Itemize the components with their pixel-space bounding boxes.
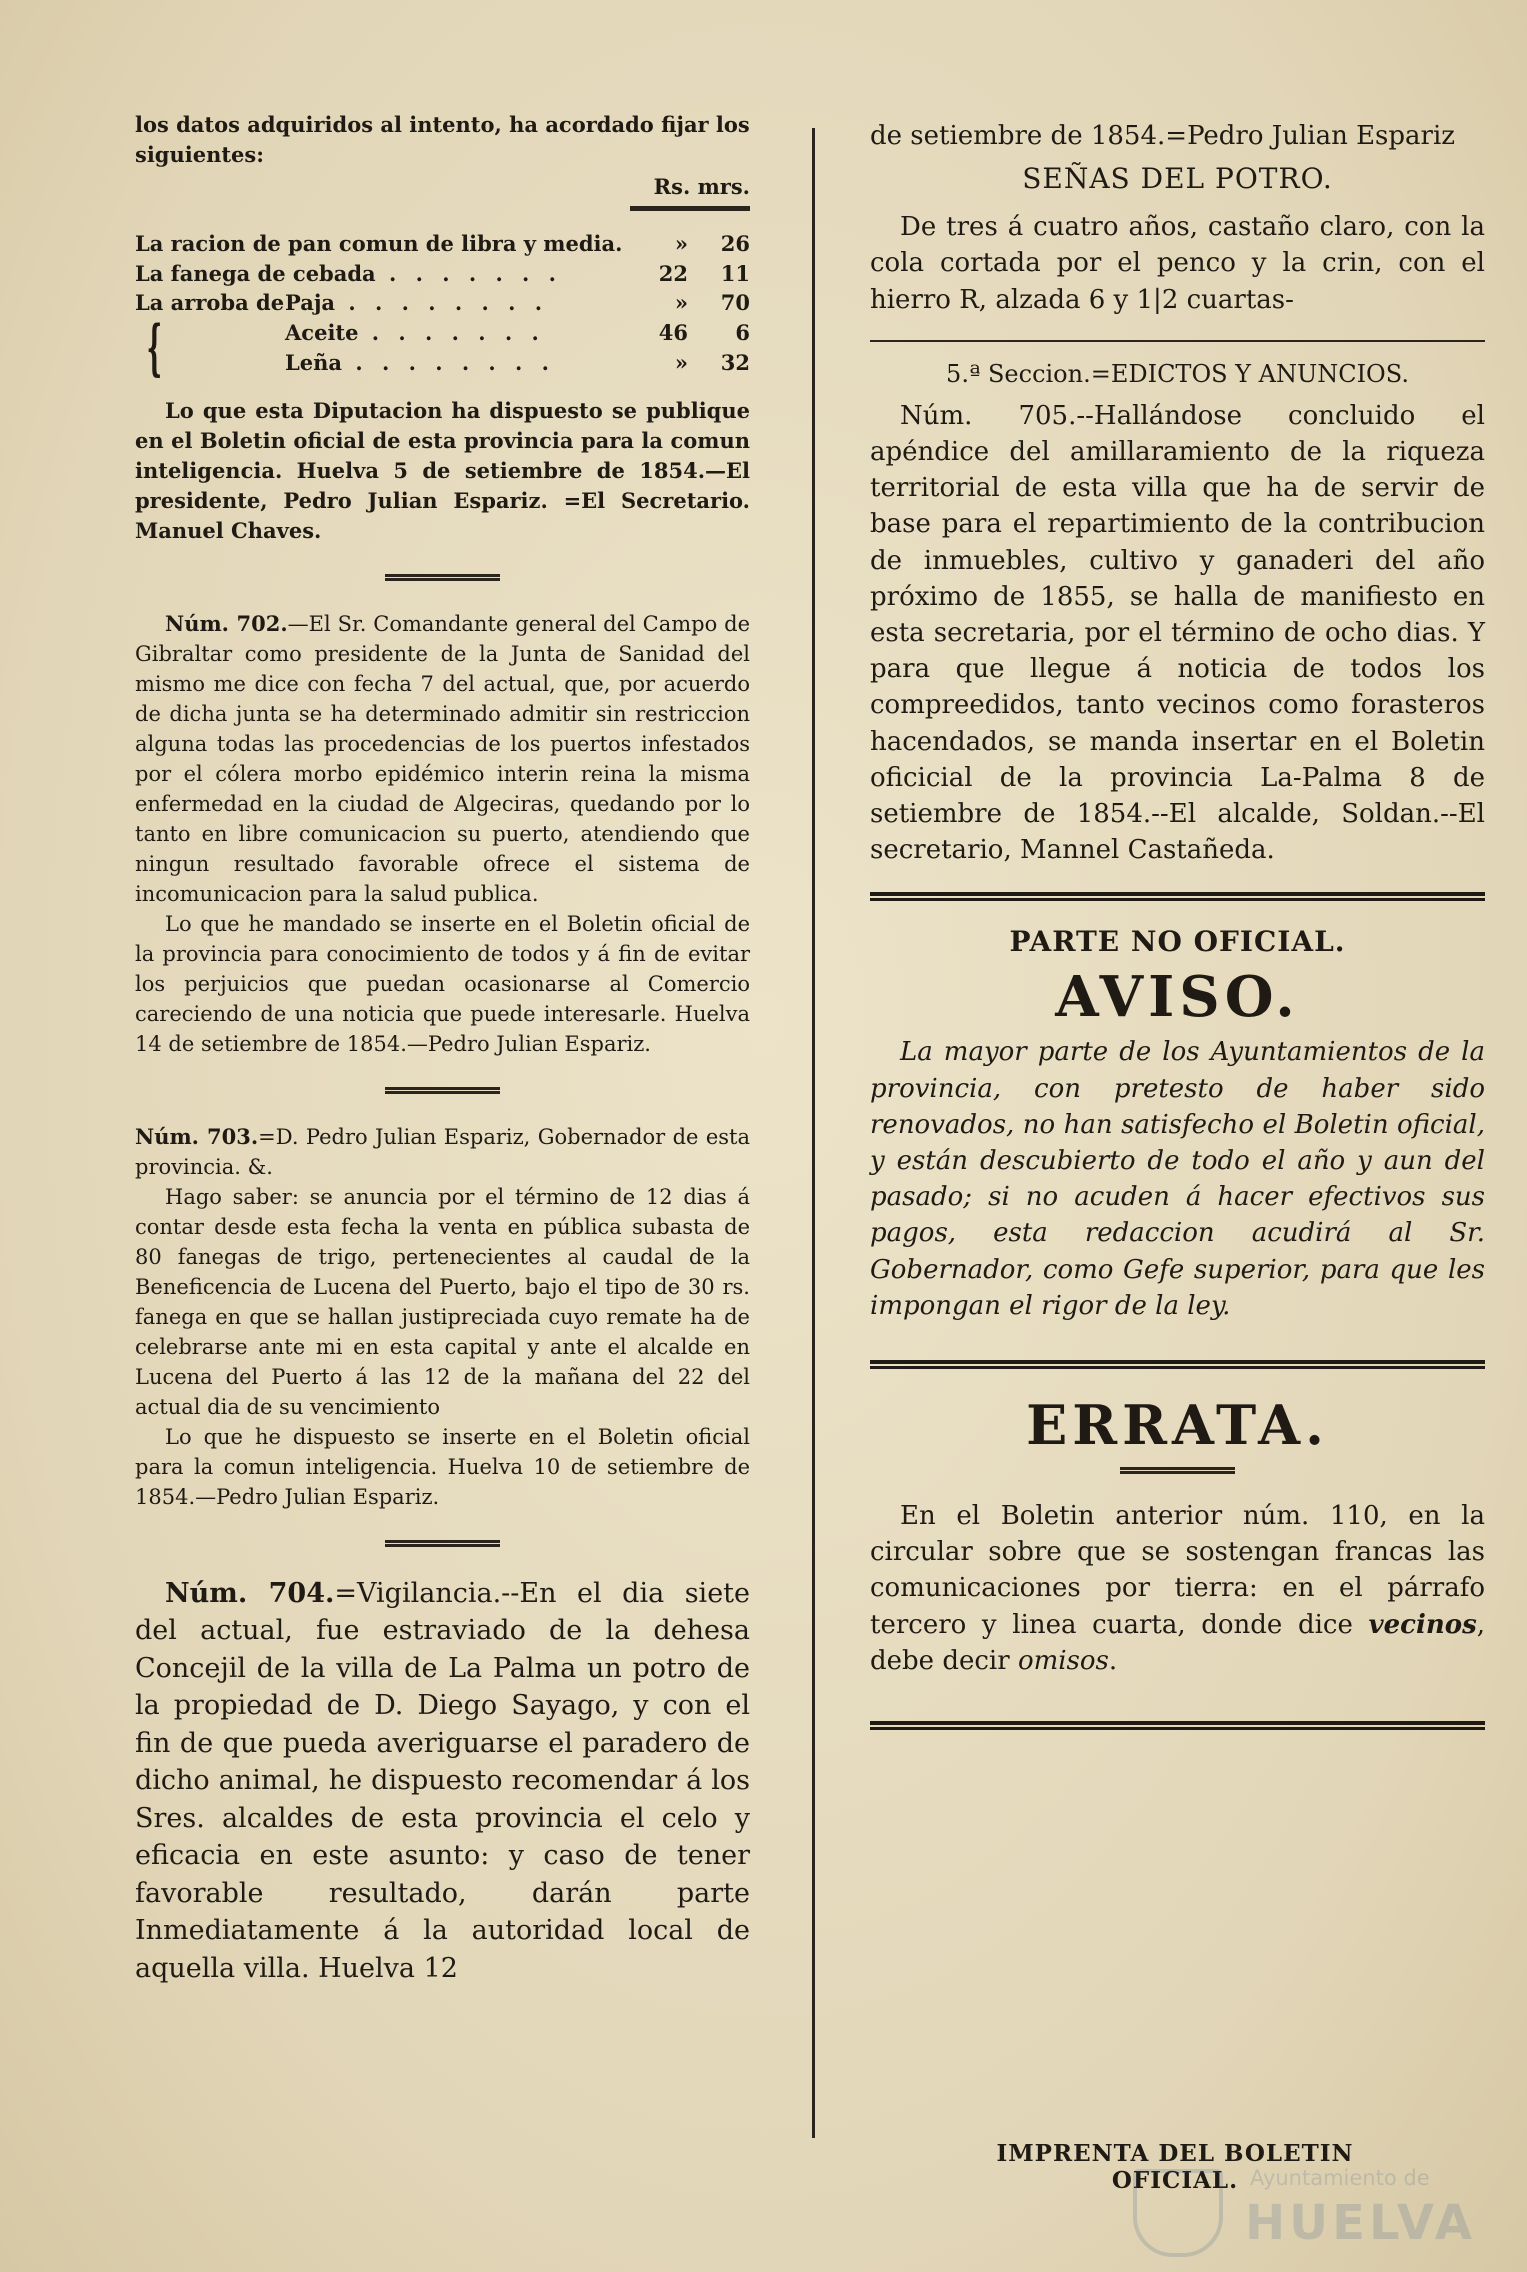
section-divider [385,574,500,581]
arroba-label-text: La arroba de [135,290,285,316]
tariff-mrs: 6 [735,320,750,346]
arroba-item-label: Leña [285,349,343,375]
notice-705 [870,398,1485,869]
potro-heading: SEÑAS DEL POTRO. [1022,162,1333,196]
watermark-stamp [1125,2165,1476,2260]
tariff-label: Leña . . . . . . . . [285,349,555,375]
notice-body: --Hallándose concluido el apéndice del amillaramiento de la riqueza territorial de esta villa que ha de servir de base para el repartimiento de la contribucion de inmuebles, cultivo y ganaderi del año próximo de 1855, se halla de manifiesto en esta secretaria, por el término de ocho dias. Y para que llegue á noticia de todos los compreedidos, tanto vecinos como forasteros hacendados, se manda insertar en el Boletin oficicial de la provincia La-Palma 8 de setiembre de 1854.--El alcalde, Soldan.--El secretario, Mannel Castañeda. [870,400,1485,866]
units-underline [630,206,750,211]
errata-word: vecinos [1368,1609,1477,1640]
notice-number: Núm. 704. [165,1577,335,1609]
tariff-table [135,229,750,383]
notice-703-head [135,1122,750,1182]
tariff-label: Aceite . . . . . . . [285,320,545,346]
tariff-rs: » [674,290,688,316]
table-row [135,288,750,318]
parte-heading: PARTE NO OFICIAL. [1009,925,1346,959]
intro-line-1: los datos adquiridos al intento, ha acordado fijar los [135,112,750,137]
section-divider [870,1360,1485,1369]
tariff-rs: » [674,231,688,256]
brace-icon: { [146,312,163,383]
notice-number: Núm. 705. [900,400,1077,431]
stamp-city: HUELVA [1245,2195,1476,2251]
errata-text-part: . [1108,1645,1118,1676]
notice-704 [135,1575,750,1988]
notice-704-continuation: de setiembre de 1854.=Pedro Julian Espariz [870,121,1455,151]
arroba-label [135,288,285,383]
tariff-label: La racion de pan comun de libra y media. [135,231,623,256]
notice-703: Hago saber: se anuncia por el término de 12 dias á contar desde esta fecha la venta en pública subasta de 80 fanegas de trigo, pertenecientes al caudal de la Beneficencia de Lucena del Puerto, bajo el tipo de 30 rs. fanega en que se hallan justipreciada cuyo remate ha de celebrarse ante mi en esta capital y ante el alcalde en Lucena del Puerto á las 12 de la mañana del 22 del actual dia de su vencimiento [135,1184,750,1419]
notice-heading: =D. Pedro Julian Espariz, Gobernador de esta provincia. &. [135,1124,751,1179]
aviso-heading: AVISO. [1055,964,1300,1031]
notice-body: =Vigilancia.--En el dia siete del actual, fue estraviado de la dehesa Concejil de la villa de La Palma un potro de la propiedad de D. Diego Sayago, y con el fin de que pueda averiguarse el paradero de dicho animal, he dispuesto recomendar á los Sres. alcaldes de esta provincia el celo y eficacia en este asunto: y caso de tener favorable resultado, darán parte Inmediatamente á la autoridad local de aquella villa. Huelva 12 [135,1577,750,1984]
errata-text-part: En el Boletin anterior núm. 110, en la circular sobre que se sostengan francas las comunicaciones por tierra: en el párrafo tercero y linea cuarta, donde dice [870,1501,1485,1640]
notice-702-closing: Lo que he mandado se inserte en el Boletin oficial de la provincia para conocimiento de todos y á fin de evitar los perjuicios que puedan ocasionarse al Comercio careciendo de una noticia que puede interesarle. Huelva 14 de setiembre de 1854.—Pedro Julian Espariz. [135,911,750,1056]
table-row [135,229,750,259]
notice-702 [135,609,750,909]
stamp-town: Ayuntamiento de [1250,2166,1430,2190]
arroba-item-label: Paja [285,290,336,316]
table-row [135,259,750,289]
tariff-rs: 22 [658,260,688,286]
crest-icon [1133,2169,1223,2257]
arroba-item-label: Aceite [285,320,359,346]
tariff-label: Paja . . . . . . . . [285,290,549,316]
errata-text [870,1498,1485,1679]
left-column [135,110,750,1987]
intro-line-2: siguientes: [135,142,264,167]
errata-text-part: , debe decir [870,1609,1485,1676]
section-divider [385,1540,500,1547]
notice-703-closing: Lo que he dispuesto se inserte en el Boletin oficial para la comun inteligencia. Huelva 10 de setiembre de 1854.—Pedro Julian Espariz. [135,1424,750,1509]
section-divider [870,1721,1485,1730]
right-column [870,118,1485,1754]
tariff-rs: » [674,349,688,375]
tariff-label: La fanega de cebada . . . . . . . [135,260,562,286]
section-divider [870,892,1485,901]
potro-description: De tres á cuatro años, castaño claro, con la cola cortada por el penco y la crin, con el hierro R, alzada 6 y 1|2 cuartas- [870,212,1485,315]
tariff-mrs: 70 [720,290,750,316]
printer-footer: IMPRENTA DEL BOLETIN OFICIAL. [996,2140,1354,2194]
section-heading: 5.ª Seccion.=EDICTOS Y ANUNCIOS. [946,359,1409,388]
intro-text [135,110,750,170]
section-divider [385,1087,500,1094]
errata-heading: ERRATA. [1026,1393,1329,1458]
errata-word: omisos [1017,1645,1109,1676]
tariff-mrs: 11 [720,260,750,286]
aviso-text: La mayor parte de los Ayuntamientos de la provincia, con pretesto de haber sido renovados, no han satisfecho el Boletin oficial, y están descubierto de todo el año y aun del pasado; si no acuden á hacer efectivos sus pagos, esta redaccion acudirá al Sr. Gobernador, como Gefe superior, para que les impongan el rigor de la ley. [870,1037,1485,1321]
tariff-mrs: 26 [720,231,750,256]
notice-body: —El Sr. Comandante general del Campo de Gibraltar como presidente de la Junta de Sanidad del mismo me dice con fecha 7 del actual, que, por acuerdo de dicha junta se ha determinado admitir sin restriccion alguna todas las procedencias de los puertos infestados por el cólera morbo epidémico interin reina la misma enfermedad en la ciudad de Algeciras, quedando por lo tanto en libre comunicacion su puerto, atendiendo que ningun resultado favorable ofrece el sistema de incomunicacion para la salud publica. [135,611,751,906]
section-divider [1120,1467,1235,1474]
section-divider [870,340,1485,342]
column-divider [812,128,815,2138]
notice-number: Núm. 703. [135,1123,259,1149]
tariff-label-text: La fanega de cebada [135,260,376,286]
tariff-mrs: 32 [720,349,750,375]
units-header: Rs. mrs. [653,174,750,199]
diputacion-notice: Lo que esta Diputacion ha dispuesto se publique en el Boletin oficial de esta provincia para la comun inteligencia. Huelva 5 de setiembre de 1854.—El presidente, Pedro Julian Espariz. =El Secretario. Manuel Chaves. [135,397,750,543]
tariff-rs: 46 [658,320,688,346]
notice-number: Núm. 702. [165,610,288,636]
